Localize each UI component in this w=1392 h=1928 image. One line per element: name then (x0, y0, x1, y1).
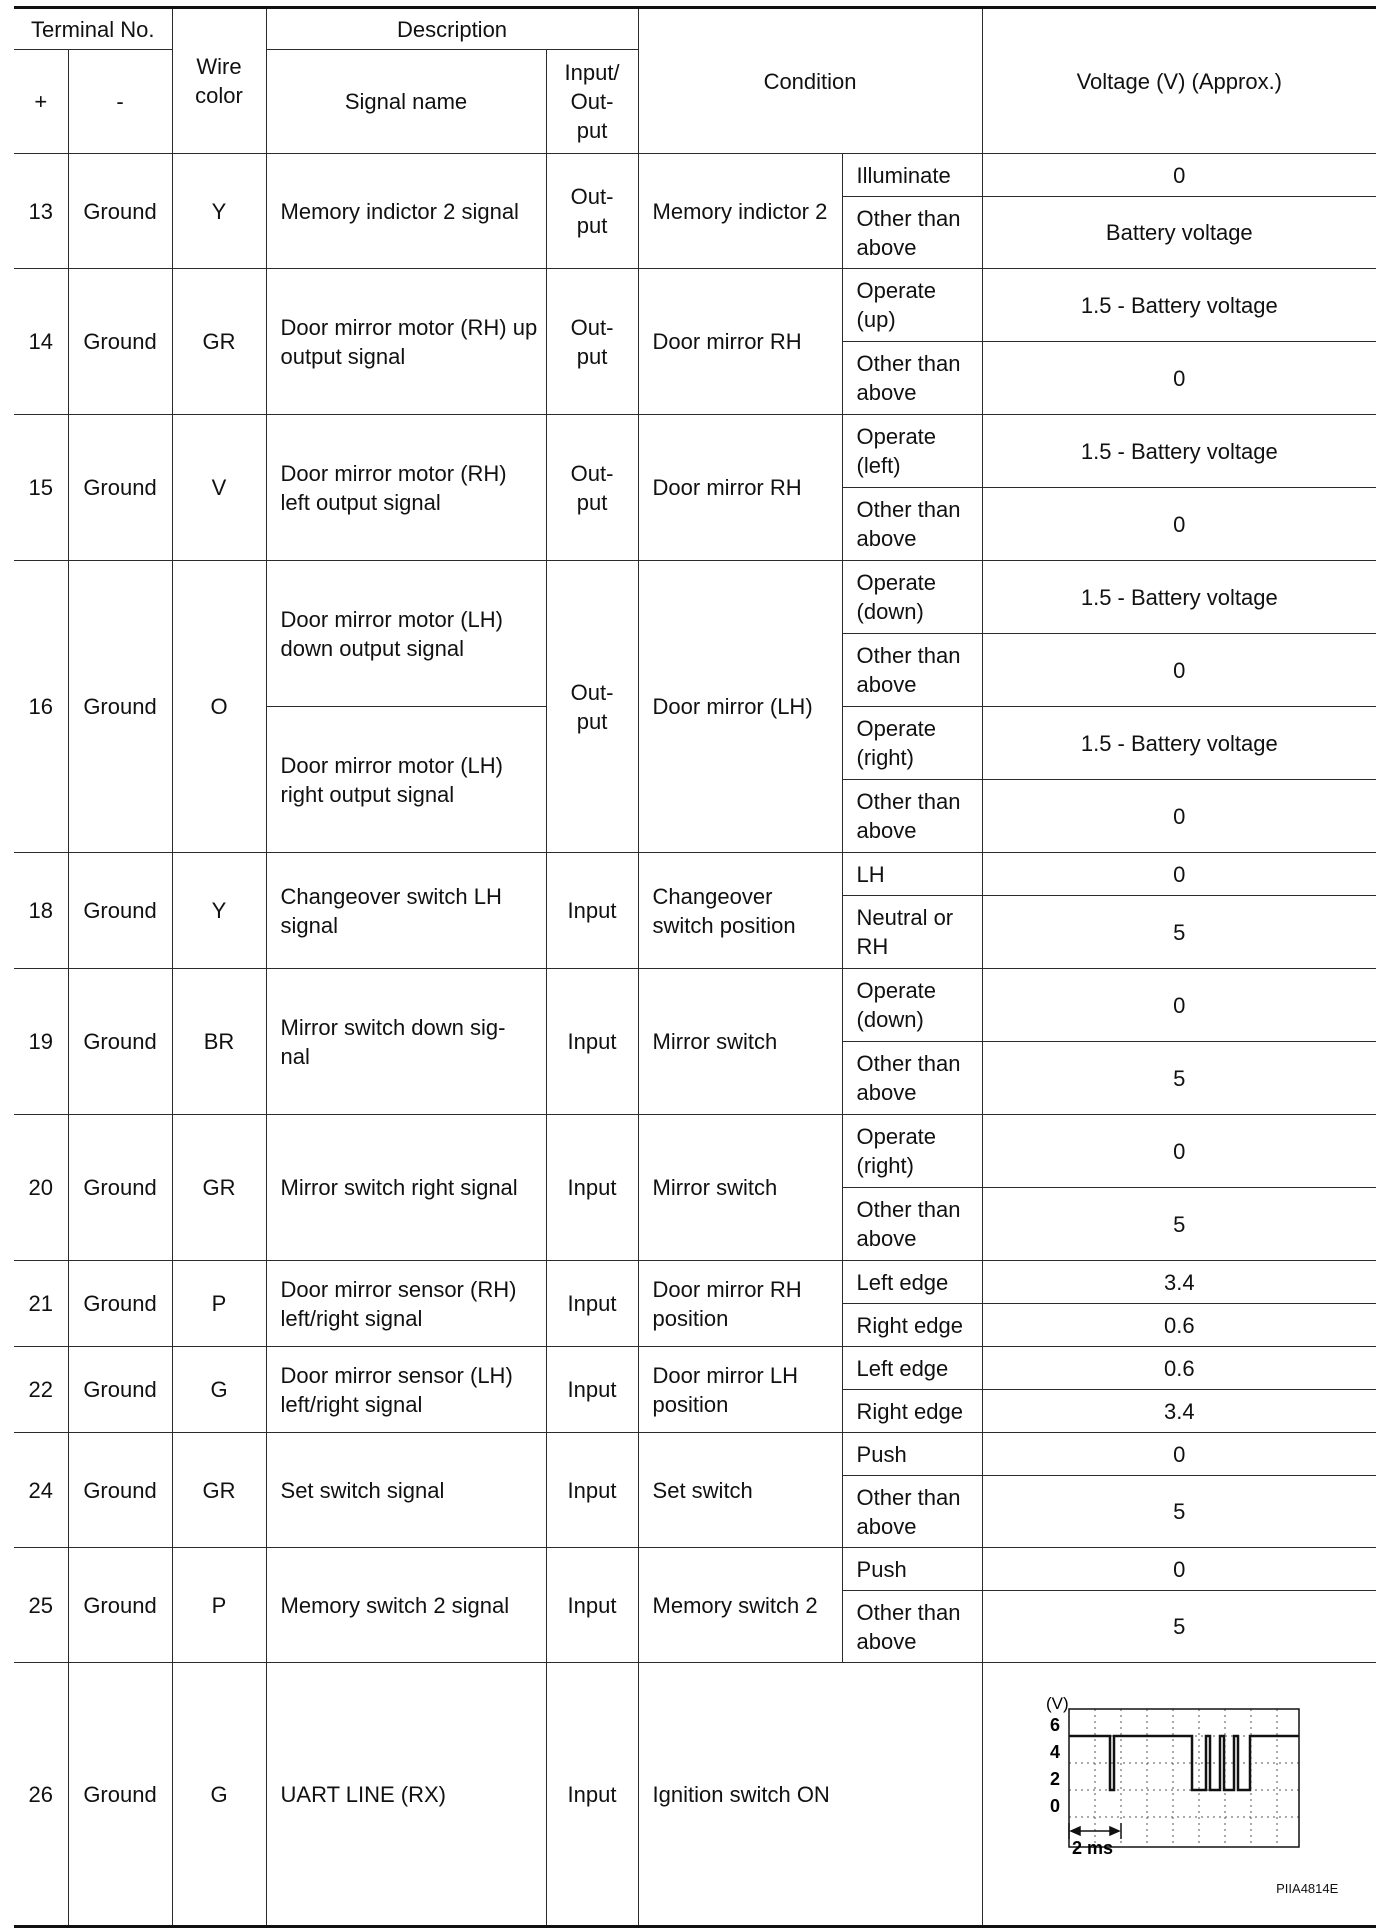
terminal-number: 26 (14, 1663, 68, 1927)
condition: Ignition switch ON (638, 1663, 982, 1927)
terminal-ground: Ground (68, 1663, 172, 1927)
input-output: Input (546, 1433, 638, 1548)
voltage-value: 0 (982, 1548, 1376, 1591)
terminal-ground: Ground (68, 1548, 172, 1663)
condition: Door mirror RH (638, 415, 842, 561)
y-tick-label: 4 (1050, 1742, 1061, 1762)
terminal-number: 20 (14, 1115, 68, 1261)
voltage-value: 0 (982, 634, 1376, 707)
terminal-ground: Ground (68, 969, 172, 1115)
sub-condition: Other than above (842, 1476, 982, 1548)
condition: Mirror switch (638, 1115, 842, 1261)
input-output: Input (546, 853, 638, 969)
waveform-frame (1069, 1709, 1299, 1847)
y-tick-label: 0 (1050, 1796, 1061, 1816)
condition: Mirror switch (638, 969, 842, 1115)
condition: Memory indictor 2 (638, 154, 842, 269)
voltage-value: 0 (982, 1433, 1376, 1476)
terminal-number: 13 (14, 154, 68, 269)
wire-color: GR (172, 1115, 266, 1261)
signal-name: Memory switch 2 signal (266, 1548, 546, 1663)
sub-condition: Operate (down) (842, 561, 982, 634)
signal-name: Door mirror motor (RH) left output signal (266, 415, 546, 561)
sub-condition: Other than above (842, 197, 982, 269)
terminal-voltage-table (14, 6, 1376, 1928)
terminal-number: 24 (14, 1433, 68, 1548)
voltage-value: 5 (982, 1476, 1376, 1548)
terminal-ground: Ground (68, 269, 172, 415)
sub-condition: Push (842, 1548, 982, 1591)
voltage-value: 5 (982, 1042, 1376, 1115)
condition: Door mirror (LH) (638, 561, 842, 853)
uart-waveform (1014, 1679, 1344, 1909)
voltage-value: 0 (982, 488, 1376, 561)
voltage-value: 0.6 (982, 1347, 1376, 1390)
header-signal-name: Signal name (266, 50, 546, 154)
signal-name: Door mirror motor (RH) up output signal (266, 269, 546, 415)
sub-condition: Other than above (842, 488, 982, 561)
input-output: Out- put (546, 154, 638, 269)
signal-name: Set switch signal (266, 1433, 546, 1548)
y-tick-label: 6 (1050, 1715, 1061, 1735)
sub-condition: Illuminate (842, 154, 982, 197)
voltage-value: 0 (982, 342, 1376, 415)
sub-condition: Right edge (842, 1390, 982, 1433)
header-condition: Condition (638, 8, 982, 154)
voltage-value: 0 (982, 780, 1376, 853)
terminal-number: 19 (14, 969, 68, 1115)
signal-name: UART LINE (RX) (266, 1663, 546, 1927)
input-output: Input (546, 969, 638, 1115)
voltage-value: 3.4 (982, 1390, 1376, 1433)
sub-condition: Operate (right) (842, 707, 982, 780)
wire-color: Y (172, 154, 266, 269)
wire-color: GR (172, 1433, 266, 1548)
sub-condition: Operate (right) (842, 1115, 982, 1188)
wire-color: BR (172, 969, 266, 1115)
condition: Changeover switch position (638, 853, 842, 969)
terminal-ground: Ground (68, 853, 172, 969)
voltage-value: 0 (982, 853, 1376, 896)
voltage-value: 1.5 - Battery voltage (982, 707, 1376, 780)
wire-color: P (172, 1261, 266, 1347)
input-output: Out- put (546, 415, 638, 561)
terminal-ground: Ground (68, 1347, 172, 1433)
condition: Set switch (638, 1433, 842, 1548)
sub-condition: Other than above (842, 634, 982, 707)
sub-condition: Operate (left) (842, 415, 982, 488)
voltage-value: 0 (982, 1115, 1376, 1188)
wire-color: G (172, 1663, 266, 1927)
input-output: Input (546, 1261, 638, 1347)
signal-name: Memory indictor 2 signal (266, 154, 546, 269)
voltage-value: 5 (982, 1591, 1376, 1663)
header-plus: + (14, 50, 68, 154)
sub-condition: Other than above (842, 780, 982, 853)
wire-color: P (172, 1548, 266, 1663)
sub-condition: Other than above (842, 1591, 982, 1663)
terminal-number: 16 (14, 561, 68, 853)
voltage-value: 1.5 - Battery voltage (982, 561, 1376, 634)
header-description: Description (266, 8, 638, 50)
sub-condition: Left edge (842, 1347, 982, 1390)
signal-name: Changeover switch LH signal (266, 853, 546, 969)
voltage-value: 0 (982, 154, 1376, 197)
header-minus: - (68, 50, 172, 154)
terminal-number: 18 (14, 853, 68, 969)
terminal-ground: Ground (68, 1433, 172, 1548)
voltage-value: 1.5 - Battery voltage (982, 415, 1376, 488)
condition: Memory switch 2 (638, 1548, 842, 1663)
input-output: Input (546, 1347, 638, 1433)
terminal-ground: Ground (68, 561, 172, 853)
voltage-value: Battery voltage (982, 197, 1376, 269)
sub-condition: Left edge (842, 1261, 982, 1304)
sub-condition: LH (842, 853, 982, 896)
signal-name: Door mirror motor (LH) down output signal (266, 561, 546, 707)
terminal-number: 14 (14, 269, 68, 415)
y-tick-label: 2 (1050, 1769, 1061, 1789)
time-scale-label: 2 ms (1072, 1838, 1114, 1858)
signal-name: Mirror switch right signal (266, 1115, 546, 1261)
header-voltage: Voltage (V) (Approx.) (982, 8, 1376, 154)
header-input-output: Input/ Out- put (546, 50, 638, 154)
sub-condition: Right edge (842, 1304, 982, 1347)
terminal-ground: Ground (68, 1261, 172, 1347)
sub-condition: Other than above (842, 1188, 982, 1261)
waveform-cell (982, 1663, 1376, 1927)
terminal-ground: Ground (68, 154, 172, 269)
sub-condition: Operate (up) (842, 269, 982, 342)
voltage-value: 1.5 - Battery voltage (982, 269, 1376, 342)
signal-name: Door mirror sensor (LH) left/right signal (266, 1347, 546, 1433)
sub-condition: Operate (down) (842, 969, 982, 1042)
wire-color: G (172, 1347, 266, 1433)
terminal-ground: Ground (68, 1115, 172, 1261)
terminal-number: 15 (14, 415, 68, 561)
input-output: Input (546, 1115, 638, 1261)
sub-condition: Push (842, 1433, 982, 1476)
condition: Door mirror LH position (638, 1347, 842, 1433)
signal-name: Mirror switch down sig- nal (266, 969, 546, 1115)
voltage-value: 5 (982, 1188, 1376, 1261)
wire-color: O (172, 561, 266, 853)
input-output: Out- put (546, 561, 638, 853)
sub-condition: Neutral or RH (842, 896, 982, 969)
voltage-value: 0.6 (982, 1304, 1376, 1347)
input-output: Input (546, 1663, 638, 1927)
voltage-value: 3.4 (982, 1261, 1376, 1304)
terminal-number: 22 (14, 1347, 68, 1433)
signal-name: Door mirror motor (LH) right output signal (266, 707, 546, 853)
wire-color: GR (172, 269, 266, 415)
voltage-value: 0 (982, 969, 1376, 1042)
input-output: Input (546, 1548, 638, 1663)
condition: Door mirror RH position (638, 1261, 842, 1347)
input-output: Out- put (546, 269, 638, 415)
condition: Door mirror RH (638, 269, 842, 415)
terminal-number: 25 (14, 1548, 68, 1663)
signal-name: Door mirror sensor (RH) left/right signal (266, 1261, 546, 1347)
sub-condition: Other than above (842, 1042, 982, 1115)
header-terminal-no: Terminal No. (14, 8, 172, 50)
sub-condition: Other than above (842, 342, 982, 415)
terminal-ground: Ground (68, 415, 172, 561)
terminal-number: 21 (14, 1261, 68, 1347)
wire-color: V (172, 415, 266, 561)
figure-code: PIIA4814E (1276, 1881, 1339, 1896)
header-wire-color: Wire color (172, 8, 266, 154)
voltage-value: 5 (982, 896, 1376, 969)
waveform-unit: (V) (1046, 1694, 1069, 1713)
wire-color: Y (172, 853, 266, 969)
